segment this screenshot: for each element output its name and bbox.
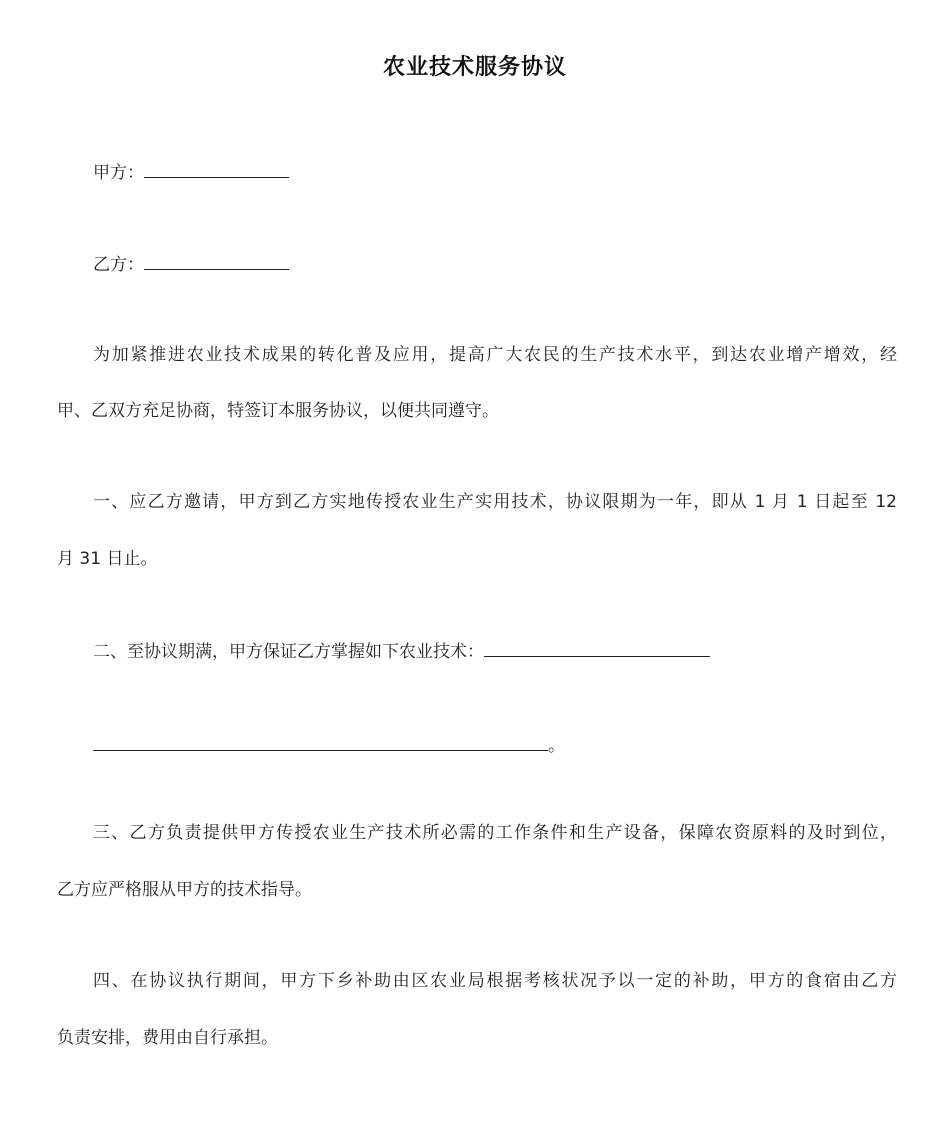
party-b-line [93,252,897,277]
clause-3-line-2: 乙方应严格服从甲方的技术指导。 [57,880,312,900]
clause-4-line-1: 四、在协议执行期间，甲方下乡补助由区农业局根据考核状况予以一定的补助，甲方的食宿由乙方 [93,971,897,991]
clause-1-line-2: 月 31 日止。 [57,549,158,569]
clause-2-line-2 [93,733,897,758]
party-a-blank [144,160,289,178]
party-b-blank [144,252,289,270]
party-a-label: 甲方： [93,163,144,183]
party-b-label: 乙方： [93,255,144,275]
clause-3-line-1: 三、乙方负责提供甲方传授农业生产技术所必需的工作条件和生产设备，保障农资原料的及时到位， [93,823,897,843]
document-title: 农业技术服务协议 [382,55,567,80]
clause-2-blank-2 [93,733,548,751]
clause-1-line-1: 一、应乙方邀请，甲方到乙方实地传授农业生产实用技术，协议限期为一年，即从 1 月 1 日起至 12 [93,492,897,512]
clause-2-text: 二、至协议期满，甲方保证乙方掌握如下农业技术： [93,642,484,662]
party-a-line [93,160,897,185]
clause-2-end: 。 [548,736,565,756]
clause-2-line-1 [93,639,897,664]
clause-4-line-2: 负责安排，费用由自行承担。 [57,1028,278,1048]
intro-line-2: 甲、乙双方充足协商，特签订本服务协议，以便共同遵守。 [57,401,499,421]
intro-line-1: 为加紧推进农业技术成果的转化普及应用，提高广大农民的生产技术水平，到达农业增产增效，经 [93,345,897,365]
clause-2-blank-1 [484,639,710,657]
